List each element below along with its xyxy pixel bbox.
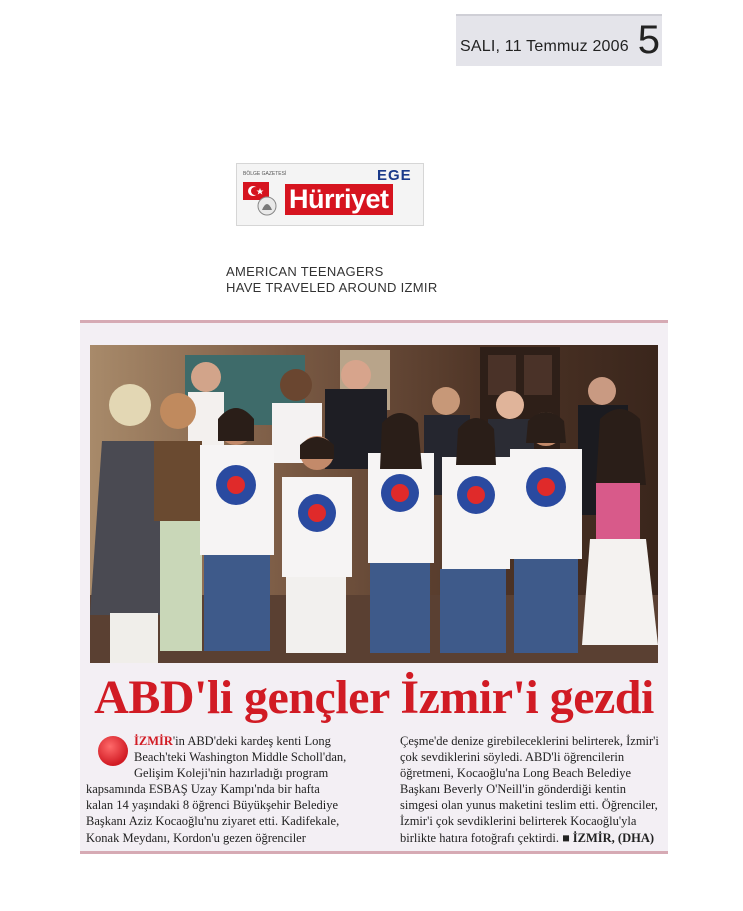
article-column-2	[400, 733, 662, 846]
col1-line-5: kalan 14 yaşındaki 8 öğrenci Büyükşehir Belediye	[86, 798, 339, 813]
translation-caption	[226, 264, 438, 296]
col1-line-7: Konak Meydanı, Kordon'u gezen öğrenciler	[86, 830, 306, 845]
col2-line-3: öğretmeni, Kocaoğlu'na Long Beach Belediye	[400, 766, 631, 781]
page-number: 5	[637, 18, 660, 62]
group-photo-illustration	[90, 345, 658, 663]
col2-line-7	[400, 830, 662, 846]
col2-line-7-text: birlikte hatıra fotoğrafı çektirdi.	[400, 830, 559, 845]
col1-line-3: Gelişim Koleji'nin hazırladığı program	[134, 766, 329, 781]
col1-line-6: Başkanı Aziz Kocaoğlu'nu ziyaret etti. Kadifekale,	[86, 814, 340, 829]
col2-line-1: Çeşme'de denize girebileceklerini belirterek, İzmir'i	[400, 734, 659, 748]
article-headline: ABD'li gençler İzmir'i gezdi	[94, 671, 654, 724]
article-column-1	[86, 733, 374, 846]
newspaper-logo	[236, 163, 424, 226]
col2-line-2: çok sevdiklerini söyledi. ABD'li öğrencilerin	[400, 750, 625, 765]
col1-line-1-text: 'in ABD'deki kardeş kenti Long	[172, 734, 331, 748]
caption-line-1: AMERICAN TEENAGERS	[226, 264, 384, 279]
logo-region: EGE	[377, 167, 412, 184]
col2-line-4: Başkanı Beverly O'Neill'in gönderdiği kentin	[400, 782, 626, 797]
col1-line-4: kapsamında ESBAŞ Uzay Kampı'nda bir hafta	[86, 782, 320, 797]
issue-date: SALI, 11 Temmuz 2006	[460, 38, 629, 55]
col1-line-1	[134, 733, 374, 749]
flag-emblem-icon	[243, 180, 281, 220]
group-photo	[90, 345, 658, 663]
col2-line-6: İzmir'i çok sevdiklerini belirterek Kocaoğlu'yla	[400, 814, 637, 829]
red-bullet-icon	[98, 736, 128, 766]
col2-line-5: simgesi olan yunus maketini teslim etti. Öğrenciler,	[400, 798, 658, 813]
logo-subtitle: BÖLGE GAZETESİ	[243, 171, 287, 177]
date-header	[456, 14, 662, 66]
newspaper-clipping	[80, 320, 668, 854]
article-signature: ■ İZMİR, (DHA)	[562, 830, 655, 845]
logo-name: Hürriyet	[285, 184, 393, 215]
col1-line-2: Beach'teki Washington Middle Scholl'dan,	[134, 750, 347, 765]
city-keyword: İZMİR	[134, 734, 173, 748]
caption-line-2: HAVE TRAVELED AROUND IZMIR	[226, 280, 438, 295]
